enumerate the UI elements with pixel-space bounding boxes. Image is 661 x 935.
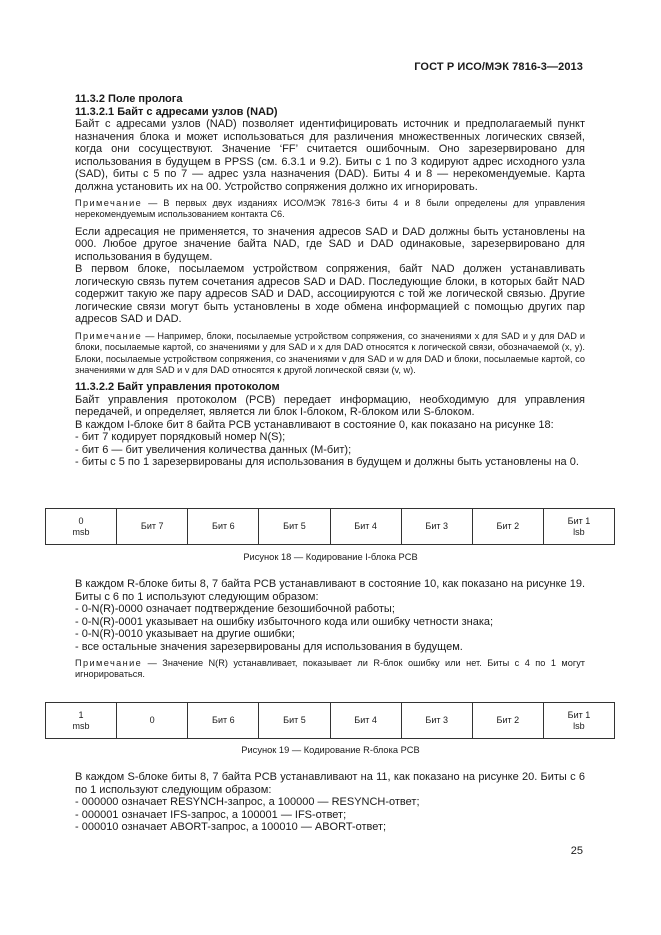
list-item: - бит 7 кодирует порядковый номер N(S);: [75, 431, 286, 444]
table-cell: Бит 6: [188, 703, 259, 739]
rblock-text: [75, 578, 585, 686]
note-2: [75, 331, 585, 377]
paragraph-pcb: Байт управления протоколом (PCB) передает информацию, необходимую для управления передачей, и определяет, является ли блок I-блоком, R-блоком или S-блоком.: [75, 393, 585, 419]
table-cell: Бит 5: [259, 703, 330, 739]
note-label: Примечание: [75, 330, 143, 341]
paragraph-first-block: В первом блоке, посылаемом устройством сопряжения, байт NAD должен устанавливать логическую связь путем сочетания адресов SAD и DAD. Последующие блоки, в которых байт NAD содержит такую же пару адресов SAD и DAD, ассоциируются с той же логической связью. Другие логические связи могут быть установлены в ходе обмена информацией с помощью других пар адресов SAD и DAD.: [75, 263, 585, 326]
note-label: Примечание: [75, 658, 143, 668]
note-label: Примечание: [75, 198, 143, 208]
list-item: - 0-N(R)-0010 указывает на другие ошибки;: [75, 628, 295, 640]
table-cell: Бит 5: [259, 509, 330, 545]
note-text: — Например, блоки, посылаемые устройством сопряжения, со значениями x для SAD и y для DAD и блоки, посылаемые картой, со значениями y для SAD и x для DAD относятся к логической связи, обозначаемой (x, y). Блоки, посылаемые устройством сопряжения, со значениями v для SAD и w для DAD и блоки, посылаемые картой, со значениями w для SAD и v для DAD относятся к другой логической связи (v, w).: [75, 330, 585, 376]
table-cell: Бит 4: [330, 703, 401, 739]
table-cell: Бит 3: [401, 509, 472, 545]
table-cell: Бит 4: [330, 509, 401, 545]
table-row: [46, 703, 615, 739]
table-cell: 0: [117, 703, 188, 739]
subsection-heading-nad: 11.3.2.1 Байт с адресами узлов (NAD): [75, 105, 278, 118]
paragraph-iblock: В каждом I-блоке бит 8 байта PCB устанавливают в состояние 0, как показано на рисунке 18:: [75, 418, 554, 431]
paragraph-rblock: В каждом R-блоке биты 8, 7 байта PCB устанавливают в состояние 10, как показано на рисунке 19. Биты с 6 по 1 используют следующим образом:: [75, 578, 585, 603]
table-cell: Бит 1 lsb: [543, 703, 614, 739]
note-text: — Значение N(R) устанавливает, показывает ли R-блок ошибку или нет. Биты с 4 по 1 могут игнорироваться.: [75, 658, 585, 680]
table-cell: Бит 7: [117, 509, 188, 545]
list-item: - 000010 означает ABORT-запрос, а 100010 — ABORT-ответ;: [75, 821, 387, 833]
table-cell: Бит 1 lsb: [543, 509, 614, 545]
paragraph-addressing: Если адресация не применяется, то значения адресов SAD и DAD должны быть установлены на 000. Любое другое значение байта NAD, где SAD и DAD одинаковые, зарезервировано для использования в будущем.: [75, 225, 585, 263]
figure-19-table: [45, 702, 615, 739]
table-cell: Бит 2: [472, 703, 543, 739]
table-cell: Бит 3: [401, 703, 472, 739]
list-item: - 0-N(R)-0000 означает подтверждение безошибочной работы;: [75, 603, 395, 615]
page-header: ГОСТ Р ИСО/МЭК 7816-3—2013: [414, 61, 583, 73]
table-row: [46, 509, 615, 545]
figure-18-table: [45, 508, 615, 545]
note-1: [75, 198, 585, 221]
main-text: [75, 93, 585, 469]
list-item: - все остальные значения зарезервированы для использования в будущем.: [75, 640, 463, 653]
subsection-heading-pcb: 11.3.2.2 Байт управления протоколом: [75, 381, 280, 394]
table-cell: Бит 2: [472, 509, 543, 545]
paragraph-nad-text: Байт с адресами узлов (NAD) позволяет идентифицировать источник и предполагаемый пункт назначения блока и может использоваться для различения множественных логических связей, когда они сосуществуют. Значение ‘FF’ считается ошибочным. Оно зарезервировано для использования в будущем в PPSS (см. 6.3.1 и 9.2). Биты с 1 по 3 кодируют адрес исходного узла (SAD), биты с 5 по 7 — адрес узла назначения (DAD). Биты 4 и 8 — нерекомендуемые. Карта должна установить их на 00. Устройство сопряжения должно их игнорировать.: [75, 118, 585, 193]
table-cell: 0 msb: [46, 509, 117, 545]
list-item: - биты с 5 по 1 зарезервированы для использования в будущем и должны быть установлены на 0.: [75, 456, 579, 469]
figure-18-caption: Рисунок 18 — Кодирование I-блока PCB: [243, 552, 418, 562]
list-item: - 0-N(R)-0001 указывает на ошибку избыточного кода или ошибку четности знака;: [75, 615, 494, 628]
page-number: 25: [570, 845, 583, 857]
list-item: - 000000 означает RESYNCH-запрос, а 100000 — RESYNCH-ответ;: [75, 796, 420, 808]
figure-19-caption: Рисунок 19 — Кодирование R-блока PCB: [241, 745, 420, 755]
paragraph-sblock: В каждом S-блоке биты 8, 7 байта PCB устанавливают на 11, как показано на рисунке 20. Биты с 6 по 1 используют следующим образом:: [75, 771, 585, 796]
note-text: — В первых двух изданиях ИСО/МЭК 7816-3 биты 4 и 8 были определены для управления нерекомендуемым использованием контакта С6.: [75, 198, 585, 220]
paragraph-nad: [75, 118, 585, 193]
list-item: - 000001 означает IFS-запрос, а 100001 — IFS-ответ;: [75, 808, 347, 821]
sblock-text: [75, 771, 585, 834]
table-cell: 1 msb: [46, 703, 117, 739]
section-heading: 11.3.2 Поле пролога: [75, 93, 183, 105]
table-cell: Бит 6: [188, 509, 259, 545]
note-3: [75, 658, 585, 681]
list-item: - бит 6 — бит увеличения количества данных (M-бит);: [75, 443, 352, 456]
